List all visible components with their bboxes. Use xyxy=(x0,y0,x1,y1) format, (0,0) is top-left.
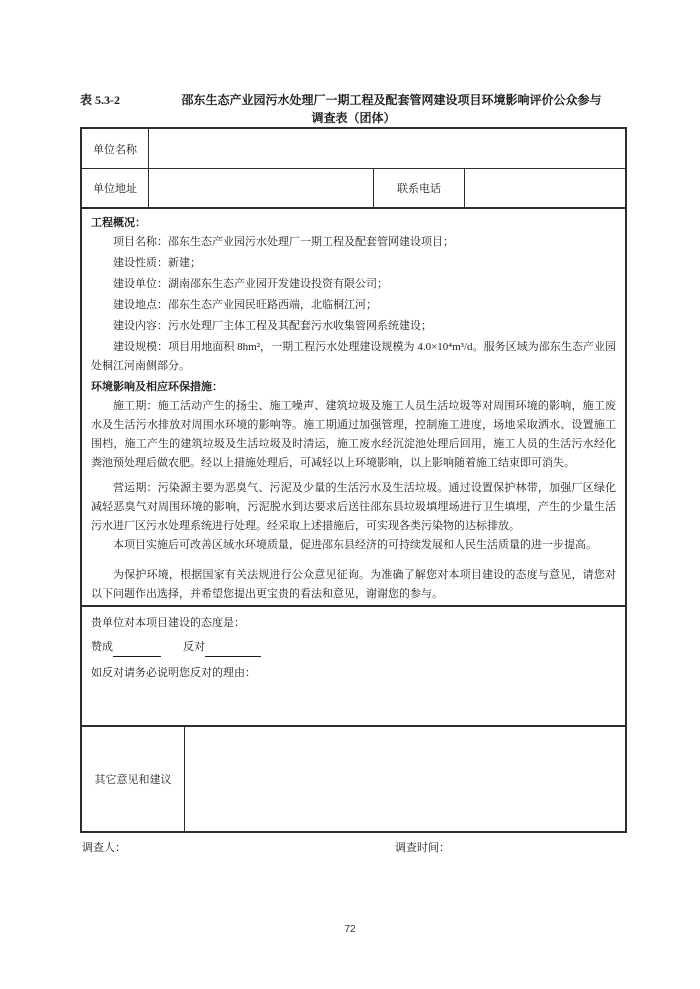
oppose-reason-prompt: 如反对请务必说明您反对的理由： xyxy=(91,667,256,679)
form-title-line2: 调查表（团体） xyxy=(311,111,396,125)
comments-row xyxy=(82,727,625,831)
impact-benefit-paragraph: 本项目实施后可改善区域水环境质量，促进邵东县经济的可持续发展和人民生活质量的进一步提高。 xyxy=(113,539,597,551)
page-number: 72 xyxy=(344,924,356,935)
form-title-text: 邵东生态产业园污水处理厂一期工程及配套管网建设项目环境影响评价公众参与 xyxy=(181,93,602,107)
overview-item-project-name: 项目名称：邵东生态产业园污水处理厂一期工程及配套管网建设项目； xyxy=(113,236,454,248)
oppose-label: 反对 xyxy=(183,641,205,653)
unit-address-row xyxy=(82,169,625,209)
approve-blank[interactable] xyxy=(113,644,161,657)
impact-heading: 环境影响及相应环保措施： xyxy=(91,381,223,393)
oppose-reason-area[interactable] xyxy=(91,683,616,713)
comments-input[interactable] xyxy=(185,727,625,831)
table-number-label: 表 5.3-2 xyxy=(80,93,120,107)
surveyor-label: 调查人： xyxy=(82,842,126,854)
survey-time-label: 调查时间： xyxy=(395,842,450,854)
impact-construction-paragraph: 施工期：施工活动产生的扬尘、施工噪声、建筑垃圾及施工人员生活垃圾等对周围环境的影响，施工废水及生活污水排放对周围水环境的影响等。施工期通过加强管理，控制施工进度，场地采取洒水、设置施工围档，施工产生的建筑垃圾及生活垃圾及时清运，施工废水经沉淀池处理后回用，施工人员的生活污水经化粪池预处理后做农肥。经以上措施处理后，可减轻以上环境影响，以上影响随着施工结束即可消失。 xyxy=(91,400,616,469)
public-appeal-paragraph: 为保护环境，根据国家有关法规进行公众意见征询。为准确了解您对本项目建设的态度与意见，请您对以下问题作出选择，并希望您提出更宝贵的看法和意见，谢谢您的参与。 xyxy=(91,569,616,600)
project-description-cell xyxy=(82,209,625,607)
form-title xyxy=(80,92,627,127)
unit-address-label: 单位地址 xyxy=(82,169,149,207)
overview-item-builder: 建设单位：湖南邵东生态产业园开发建设投资有限公司； xyxy=(113,278,388,290)
impact-operation-paragraph: 营运期：污染源主要为恶臭气、污泥及少量的生活污水及生活垃圾。通过设置保护林带，加强厂区绿化减轻恶臭气对周围环境的影响，污泥脱水到达要求后送往邵东县垃圾填埋场进行卫生填埋，产生的少量生活污水进厂区污水处理系统进行处理。经采取上述措施后，可实现各类污染物的达标排放。 xyxy=(91,482,616,532)
unit-address-input[interactable] xyxy=(149,169,374,207)
overview-item-scale: 建设规模：项目用地面积 8hm²，一期工程污水处理建设规模为 4.0×10⁴m³/d。服务区域为邵东生态产业园处桐江河南侧部分。 xyxy=(91,341,616,372)
contact-phone-input[interactable] xyxy=(465,169,625,207)
unit-name-row xyxy=(82,129,625,169)
attitude-question: 贵单位对本项目建设的态度是： xyxy=(91,617,245,629)
form-title-line1 xyxy=(80,92,627,109)
comments-label: 其它意见和建议 xyxy=(82,727,185,831)
attitude-options xyxy=(91,638,616,657)
overview-item-content: 建设内容：污水处理厂主体工程及其配套污水收集管网系统建设； xyxy=(113,320,432,332)
overview-item-location: 建设地点：邵东生态产业园民旺路西端，北临桐江河； xyxy=(113,299,377,311)
unit-name-input[interactable] xyxy=(149,129,625,168)
unit-name-label: 单位名称 xyxy=(82,129,149,168)
attitude-cell xyxy=(82,607,625,727)
approve-label: 赞成 xyxy=(91,641,113,653)
survey-form-table xyxy=(80,127,627,833)
oppose-blank[interactable] xyxy=(205,644,261,657)
contact-phone-label: 联系电话 xyxy=(374,169,465,207)
overview-heading: 工程概况： xyxy=(91,217,146,229)
footer-line xyxy=(82,839,627,855)
overview-item-nature: 建设性质：新建； xyxy=(113,257,201,269)
